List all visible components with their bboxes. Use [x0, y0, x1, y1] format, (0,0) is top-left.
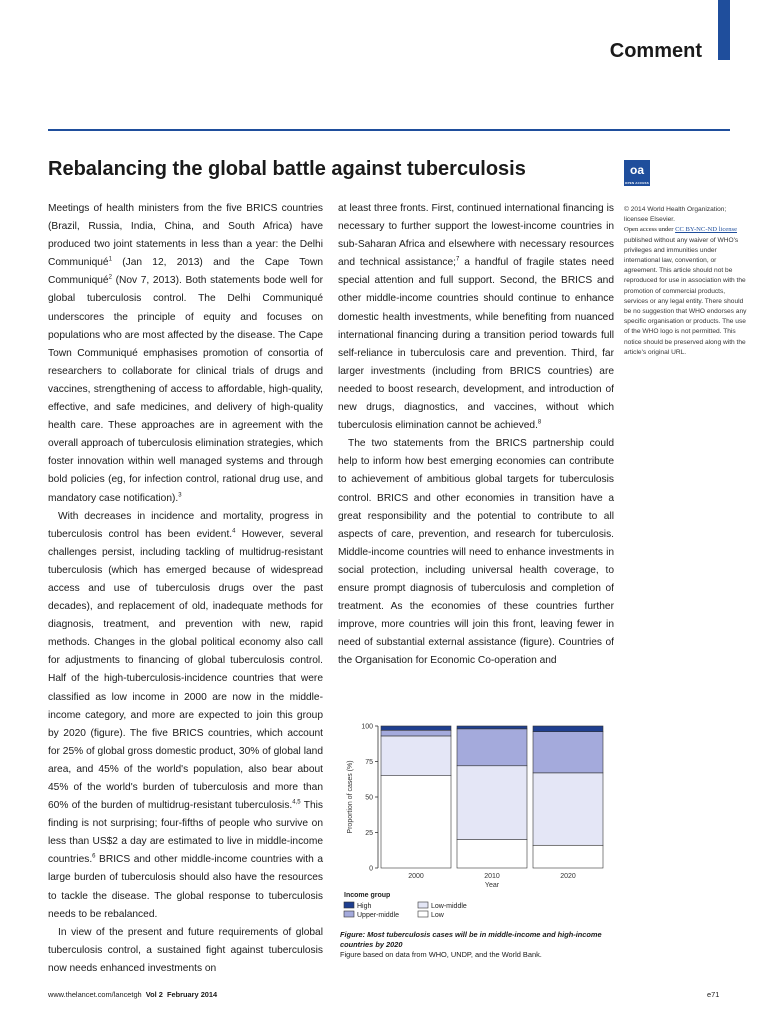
- x-tick-label: 2000: [408, 873, 424, 880]
- x-tick-label: 2010: [484, 873, 500, 880]
- journal-url[interactable]: www.thelancet.com/lancetgh: [48, 990, 142, 999]
- bar-segment-upper-middle: [533, 732, 603, 773]
- body-column-1: [48, 200, 323, 978]
- legend-label: Upper-middle: [357, 912, 400, 919]
- legend-swatch: [418, 911, 428, 917]
- y-tick-label: 75: [365, 759, 373, 766]
- bar-segment-low-middle: [533, 773, 603, 845]
- stacked-bar-chart: [340, 718, 616, 928]
- license-link[interactable]: CC BY-NC-ND license: [675, 226, 737, 234]
- oa-badge-subtext: OPEN ACCESS: [625, 181, 649, 185]
- figure-chart: [340, 718, 616, 934]
- caption-source: Figure based on data from WHO, UNDP, and the World Bank.: [340, 950, 542, 959]
- legend-swatch: [344, 911, 354, 917]
- paragraph: at least three fronts. First, continued international financing is necessary to further support the lowest-income countries in sub-Saharan Africa and elsewhere with necessary resources and technical assistance;$^7$ a handful of fragile states need special attention and full support. Second, the BRICS and other middle-income countries should continue to enhance domestic health investments, while benefiting from nuanced international financing during a transition period towards full self-reliance in tuberculosis care and prevention. Third, far larger investments (including from BRICS countries) are needed to boost research, development, and introduction of new drugs, diagnostics, and vaccines, without which tuberculosis elimination cannot be achieved.$^8$: [338, 203, 614, 432]
- y-tick-label: 100: [361, 723, 373, 731]
- legend-label: Low: [431, 912, 444, 919]
- body-column-2: [338, 200, 614, 670]
- volume: Vol 2: [145, 990, 163, 999]
- y-tick-label: 50: [365, 794, 373, 802]
- y-axis-label: Proportion of cases (%): [347, 760, 354, 834]
- caption-title: Figure: Most tuberculosis cases will be in middle-income and high-income countries by 2020: [340, 930, 602, 949]
- figure-caption: [340, 930, 618, 960]
- bar-segment-high: [381, 726, 451, 730]
- bar-segment-upper-middle: [381, 730, 451, 736]
- footer-journal: [48, 990, 217, 999]
- x-tick-label: 2020: [560, 873, 576, 880]
- bar-segment-low-middle: [457, 766, 527, 840]
- x-axis-label: Year: [484, 882, 500, 889]
- legend-swatch: [344, 902, 354, 908]
- usage-notice: published without any waiver of WHO's privileges and immunities under international law, convention, or agreement. This article should not be reproduced for use in association with the promotion of commercial products, services or any legal entity. There should be no suggestion that WHO endorses any specific organisation or products. The use of the WHO logo is not permitted. This notice should be preserved along with the article's original URL.: [624, 236, 747, 356]
- legend-label: Low-middle: [431, 903, 467, 910]
- bar-segment-low: [457, 840, 527, 868]
- article-title: Rebalancing the global battle against tuberculosis: [48, 158, 526, 180]
- issue-date: February 2014: [167, 990, 218, 999]
- header-accent-bar: [718, 0, 730, 60]
- bar-segment-low: [381, 776, 451, 868]
- copyright-notice: © 2014 World Health Organization; licensee Elsevier.: [624, 206, 727, 224]
- bar-segment-upper-middle: [457, 729, 527, 766]
- bar-segment-high: [533, 726, 603, 732]
- y-tick-label: 0: [369, 865, 373, 873]
- bar-segment-high: [457, 726, 527, 729]
- legend-label: High: [357, 903, 372, 910]
- bar-segment-low-middle: [381, 736, 451, 776]
- paragraph: The two statements from the BRICS partnership could help to inform how best emerging economies can contribute to achievement of ambitious global targets for tuberculosis control. BRICS and other economies in transition have a great responsibility and the potential to contribute to all aspects of care, prevention, and research for tuberculosis. Middle-income countries will need to enhance investments in social protection, including universal health coverage, to ensure prompt diagnosis of tuberculosis and completion of treatment. As the economies of these countries further improve, more countries will join this front, leaving fewer in need of substantial external assistance (figure). Countries of the Organisation for Economic Co-operation and: [338, 438, 614, 667]
- paragraph: Meetings of health ministers from the five BRICS countries (Brazil, Russia, India, China, and South Africa) have produced two joint statements in less than a year: the Delhi Communiqué$^1$ (Jan 12, 2013) and the Cape Town Communiqué$^2$ (Nov 7, 2013). Both statements bode well for global tuberculosis control. The Delhi Communiqué underscores the principle of equity and focuses on populations who are most affected by the disease. The Cape Town Communiqué emphasises promotion of consortia of researchers to collaborate for clinical trials of drugs and vaccines, strengthening of access to affordable, high-quality, effective, and safe medicines, and delivery of high-quality health care. These approaches are in agreement with the overall approach of tuberculosis elimination strategies, which foster innovation within well managed systems and through bold policies (eg, for infection control, rational drug use, and mandatory case notification).$^3$: [48, 203, 323, 504]
- paragraph: With decreases in incidence and mortality, progress in tuberculosis control has been evident.$^4$ However, several challenges persist, including tackling of multidrug-resistant tuberculosis (which has emerged because of widespread access and use of tuberculosis drugs over the past decades), and replacement of old, inadequate methods for diagnosis, treatment, and prevention with new, rapid methods. Changes in the global political economy also call for adjustments to financing of global tuberculosis control. Half of the high-tuberculosis-incidence countries that were classified as low income in 2000 are now in the middle-income category, and more are expected to join this group by 2020 (figure). The five BRICS countries, which account for 25% of global gross domestic product, 30% of global land area, and 45% of the world's population, also bear about 45% of the world's burden of tuberculosis and more than 60% of the burden of multidrug-resistant tuberculosis.$^{4,5}$ This finding is not surprising; four-fifths of people who survive on less than US$2 a day are estimated to live in middle-income countries.$^6$ BRICS and other middle-income countries with a large burden of tuberculosis should also have the resources to tackle the disease. The global response to tuberculosis needs to be rebalanced.: [48, 510, 324, 920]
- legend-title: Income group: [344, 892, 391, 899]
- license-sidebar: [624, 205, 750, 358]
- page-number: e71: [707, 990, 720, 999]
- open-access-icon: [624, 160, 650, 186]
- license-line: Open access under CC BY-NC-ND license: [624, 226, 737, 234]
- oa-badge-text: oa: [629, 163, 644, 177]
- paragraph: In view of the present and future requirements of global tuberculosis control, a sustained fight against tuberculosis now needs enhanced investments on: [48, 926, 323, 974]
- bar-segment-low: [533, 845, 603, 868]
- legend-swatch: [418, 902, 428, 908]
- section-label: Comment: [609, 40, 702, 62]
- y-tick-label: 25: [365, 830, 373, 837]
- header-rule: [48, 129, 730, 131]
